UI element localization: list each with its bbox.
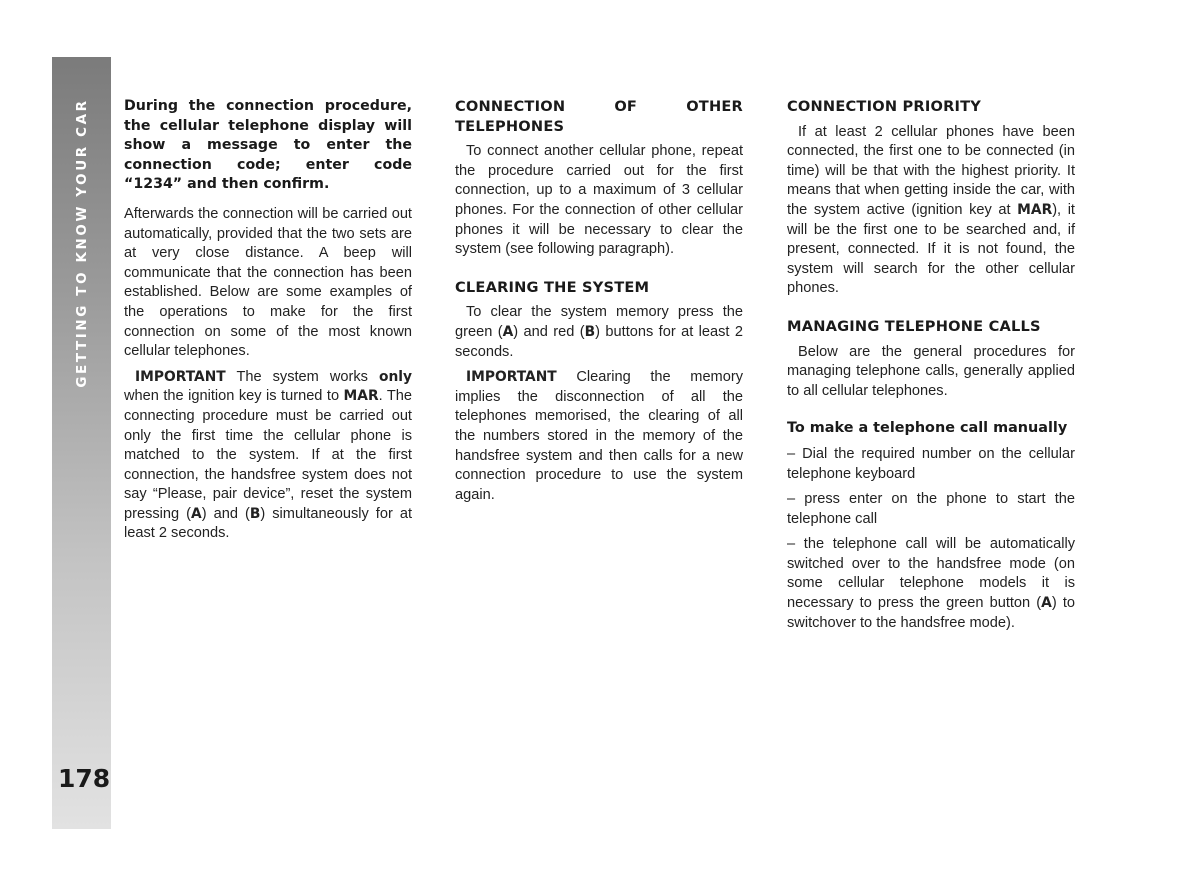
step-press-enter: – press enter on the phone to start the telephone call	[787, 491, 1075, 527]
paragraph-auto-connection: Afterwards the connection will be carried out automatically, provided that the two sets are at very close distance. A beep will communicate that the connection has been established. Below are some examples of the operations to make for the first connection on some of the most known cellular telephones.	[124, 205, 412, 360]
text-segment: when the ignition key is turned to	[124, 388, 344, 405]
column-2	[455, 97, 743, 511]
step-handsfree-switch	[787, 535, 1075, 633]
column-1	[124, 97, 412, 550]
column-3	[787, 97, 1075, 639]
keyword-only: only	[378, 368, 412, 385]
text-segment: ) to switchover to the handsfree mode).	[787, 595, 1075, 631]
keyword-button-b: B	[584, 323, 596, 340]
text-segment: ), it will be the first one to be searched and, if present, connected. If it is not found, the system will search for the other cellular phones.	[787, 201, 1075, 297]
text-segment: ) simultaneously for at least 2 seconds.	[124, 505, 413, 542]
text-segment: To clear the system memory press the green (	[455, 304, 743, 340]
text-segment: ) and (	[201, 505, 250, 522]
paragraph-connection-other: To connect another cellular phone, repeat the procedure carried out for the first connection, up to a maximum of 3 cellular phones. For the connection of other cellular phones it will be necessary to clear the system (see following paragraph).	[455, 143, 743, 258]
keyword-important: IMPORTANT	[466, 369, 557, 386]
text-segment: ) buttons for at least 2 seconds.	[455, 323, 743, 360]
paragraph-important-clearing	[455, 368, 743, 505]
text-segment: – the telephone call will be automatically switched over to the handsfree mode (on some cellular telephone models it is necessary to press the green button (	[787, 536, 1075, 612]
keyword-button-a: A	[191, 505, 202, 522]
heading-connection-priority: CONNECTION PRIORITY	[787, 98, 982, 115]
keyword-important: IMPORTANT	[135, 368, 226, 385]
heading-clearing-system: CLEARING THE SYSTEM	[455, 278, 650, 296]
text-segment: ) and red (	[513, 323, 585, 340]
heading-connection-other: CONNECTION OF OTHER TELEPHONES	[455, 98, 743, 135]
subheading-manual-call: To make a telephone call manually	[787, 420, 1068, 437]
paragraph-managing-calls: Below are the general procedures for managing telephone calls, generally applied to all cellular telephones.	[787, 343, 1075, 399]
keyword-button-b: B	[249, 505, 261, 522]
keyword-mar: MAR	[1017, 201, 1053, 218]
paragraph-important-ignition	[124, 368, 412, 544]
paragraph-connection-priority	[787, 123, 1075, 299]
step-dial-number: – Dial the required number on the cellular telephone keyboard	[787, 445, 1075, 482]
heading-managing-calls: MANAGING TELEPHONE CALLS	[787, 317, 1041, 335]
section-title: GETTING TO KNOW YOUR CAR	[74, 98, 90, 388]
text-segment: If at least 2 cellular phones have been connected, the first one to be connected (in time) will be that with the highest priority. It means that when getting inside the car, with the system active (ignition key at	[787, 123, 1075, 218]
keyword-button-a: A	[1041, 595, 1052, 612]
lead-paragraph: During the connection procedure, the cellular telephone display will show a message to enter the connection code; enter code “1234” and then confirm.	[124, 98, 412, 193]
text-segment: The system works	[225, 368, 379, 385]
text-segment: . The connecting procedure must be carried out only the first time the cellular phone is matched to the system. If at the first connection, the handsfree system does not say “Please, pair device”, reset the system pressing (	[124, 388, 412, 522]
paragraph-clearing-system	[455, 303, 743, 362]
page-number: 178	[58, 764, 111, 793]
text-segment: Clearing the memory implies the disconnection of all the telephones memorised, the clearing of all the numbers stored in the memory of the handsfree system and then calls for a new connection procedure to use the system again.	[455, 369, 743, 503]
keyword-mar: MAR	[343, 388, 379, 405]
keyword-button-a: A	[502, 323, 514, 340]
